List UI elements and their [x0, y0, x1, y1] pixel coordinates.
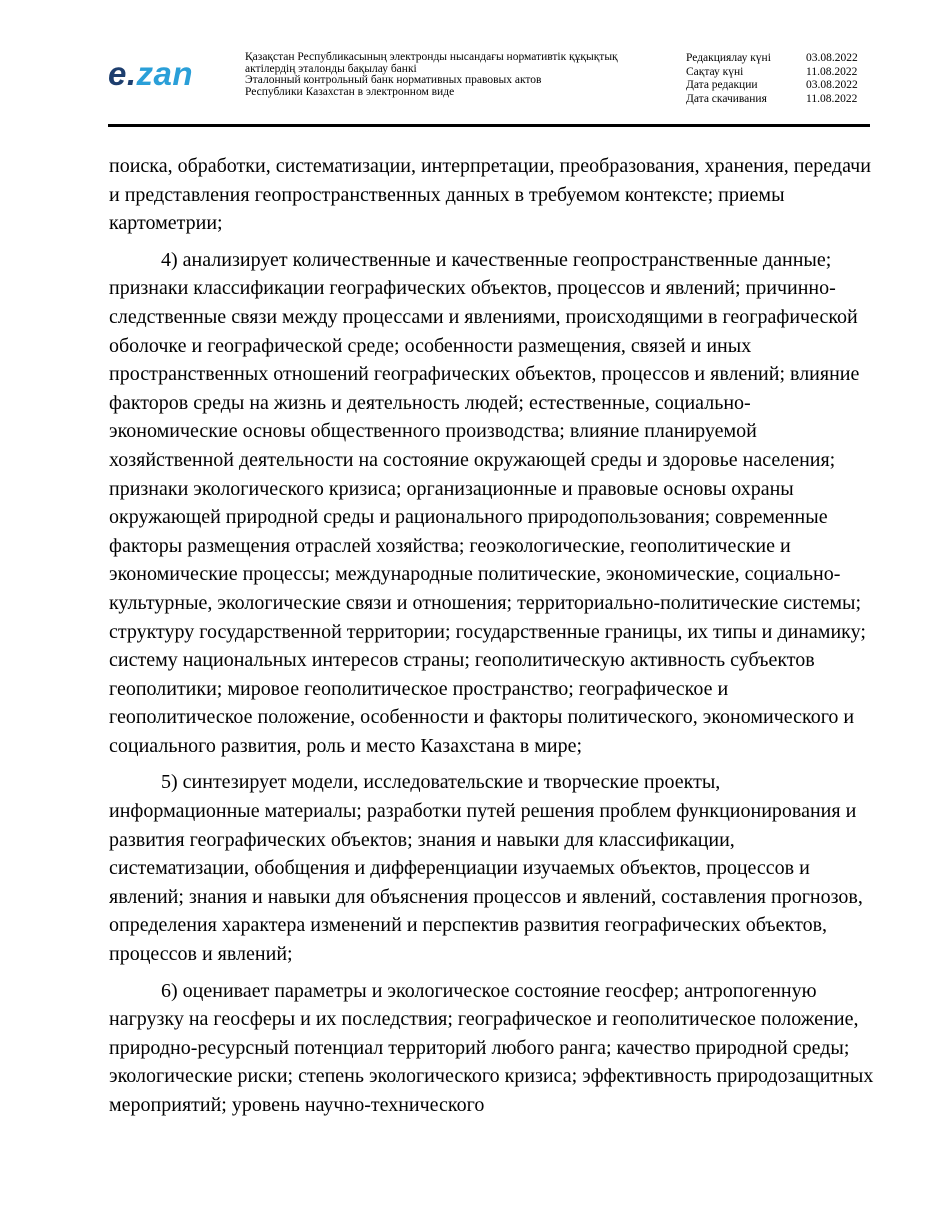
date-row-save-kz	[686, 66, 866, 80]
date-label: Сақтау күні	[686, 65, 744, 78]
date-label: Редакциялау күні	[686, 52, 771, 64]
paragraph-item-4: 4) анализирует количественные и качественные геопространственные данные; признаки классификации географических объектов, процессов и явлений; причинно-следственные связи между процессами и явлениями, происходящими в географической оболочке и географической среде; особенности размещения, связей и иных пространственных отношений географических объектов, процессов и явлений; влияние факторов среды на жизнь и деятельность людей; естественные, социально-экономические основы общественного производства; влияние планируемой хозяйственной деятельности на состояние окружающей среды и здоровье населения; признаки экологического кризиса; организационные и правовые основы охраны окружающей природной среды и рационального природопользования; современные факторы размещения отраслей хозяйства; геоэкологические, геополитические и экономические процессы; международные политические, экономические, социально-культурные, экологические связи и отношения; территориально-политические системы; структуру государственной территории; государственные границы, их типы и динамику; систему национальных интересов страны; геополитическую активность субъектов геополитики; мировое геополитическое пространство; географическое и геополитическое положение, особенности и факторы политического, экономического и социального развития, роль и место Казахстана в мире;	[109, 248, 866, 757]
date-value: 03.08.2022	[806, 52, 858, 64]
date-row-download-ru	[686, 93, 866, 107]
date-row-edit-kz	[686, 52, 866, 66]
paragraph-continuation: поиска, обработки, систематизации, интерпретации, преобразования, хранения, передачи и представления геопространственных данных в требуемом контексте; приемы картометрии;	[109, 155, 871, 235]
header-dates	[686, 52, 866, 106]
header-divider	[108, 124, 870, 127]
logo-e: e	[108, 55, 127, 92]
document-body	[109, 152, 874, 1128]
paragraph-item-6: 6) оценивает параметры и экологическое состояние геосфер; антропогенную нагрузку на геосферы и их последствия; географическое и геополитическое положение, природно-ресурсный потенциал территорий любого ранга; качество природной среды; экологические риски; степень экологического кризиса; эффективность природозащитных мероприятий; уровень научно-технического	[109, 979, 874, 1116]
paragraph-item-5: 5) синтезирует модели, исследовательские и творческие проекты, информационные материалы; разработки путей решения проблем функционирования и развития географических объектов; знания и навыки для классификации, систематизации, обобщения и дифференциации изучаемых объектов, процессов и явлений; знания и навыки для объяснения процессов и явлений, составления прогнозов, определения характера изменений и перспектив развития географических объектов, процессов и явлений;	[109, 771, 863, 966]
ezan-logo[interactable]	[108, 54, 193, 94]
header-description-line: актілердің эталонды бақылау банкі	[245, 62, 417, 75]
header-description	[245, 52, 665, 98]
date-value: 03.08.2022	[806, 79, 858, 91]
document-header	[108, 48, 870, 126]
header-description-line: Қазақстан Республикасының электронды нысандағы нормативтік құқықтық	[245, 51, 618, 63]
date-value: 11.08.2022	[806, 92, 858, 105]
logo-zan: zan	[136, 55, 194, 92]
date-label: Дата редакции	[686, 79, 758, 91]
header-description-line: Эталонный контрольный банк нормативных правовых актов	[245, 74, 542, 86]
date-row-edit-ru	[686, 79, 866, 93]
date-value: 11.08.2022	[806, 65, 858, 78]
date-label: Дата скачивания	[686, 92, 767, 105]
header-description-line: Республики Казахстан в электронном виде	[245, 85, 455, 98]
logo-dot: .	[126, 55, 137, 92]
